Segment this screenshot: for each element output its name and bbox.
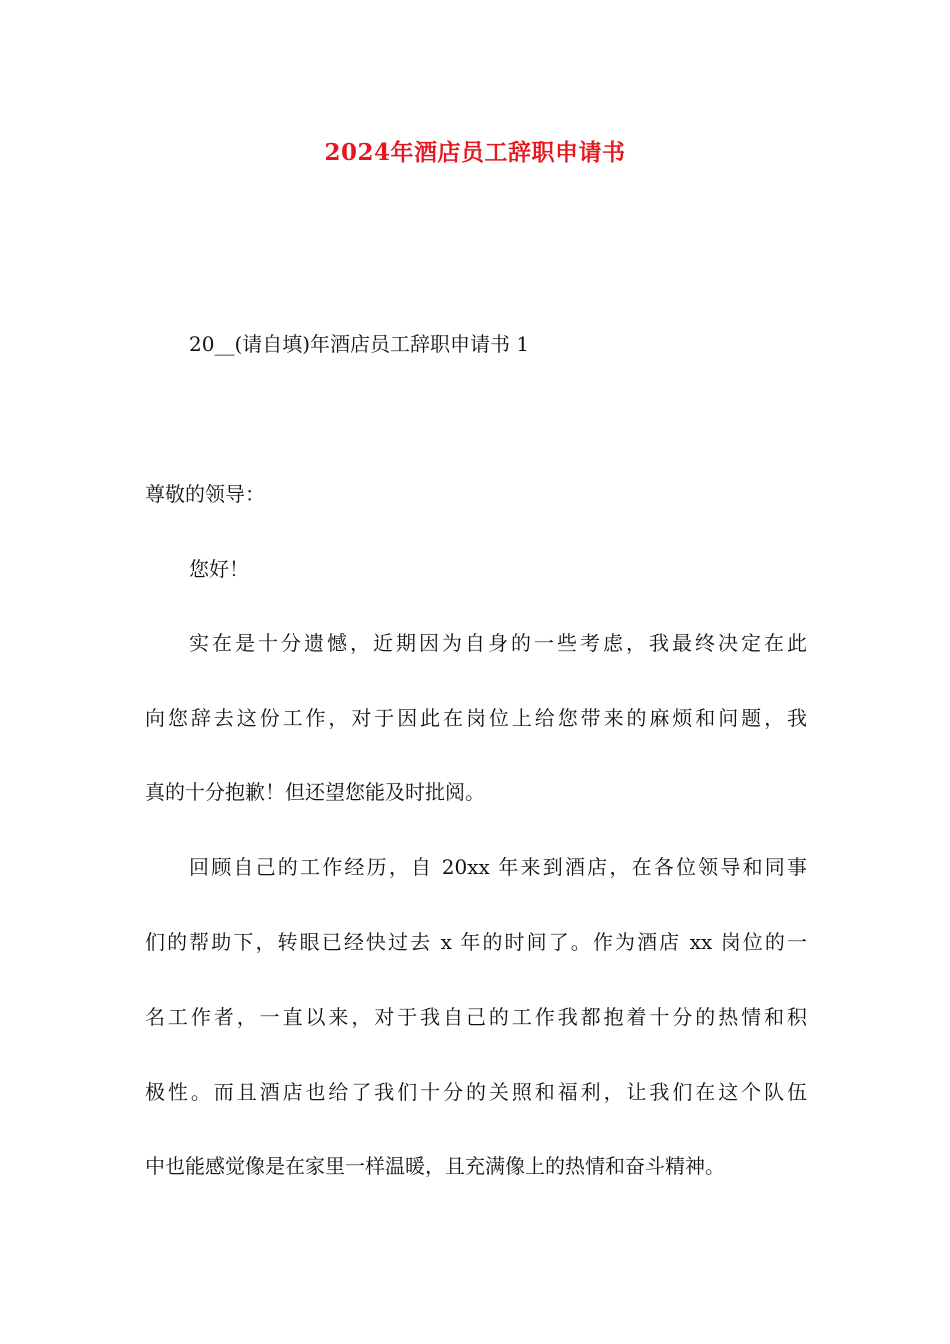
paragraph-2-line: 中也能感觉像是在家里一样温暖，且充满像上的热情和奋斗精神。 (145, 1154, 725, 1178)
paragraph-2-line: 们的帮助下，转眼已经快过去 x 年的时间了。作为酒店 xx 岗位的一 (145, 930, 807, 954)
paragraph-1-line: 真的十分抱歉！但还望您能及时批阅。 (145, 780, 485, 804)
document-title: 2024年酒店员工辞职申请书 (324, 139, 626, 166)
paragraph-2-line: 回顾自己的工作经历，自 20xx 年来到酒店，在各位领导和同事 (189, 855, 807, 879)
paragraph-1-line: 实在是十分遗憾，近期因为自身的一些考虑，我最终决定在此 (189, 631, 807, 655)
paragraph-2-line: 名工作者，一直以来，对于我自己的工作我都抱着十分的热情和积 (145, 1005, 807, 1029)
paragraph-2-line: 极性。而且酒店也给了我们十分的关照和福利，让我们在这个队伍 (145, 1080, 807, 1104)
salutation: 尊敬的领导： (145, 482, 265, 506)
paragraph-1-line: 向您辞去这份工作，对于因此在岗位上给您带来的麻烦和问题，我 (145, 706, 807, 730)
greeting: 您好！ (189, 557, 249, 581)
document-subtitle: 20__(请自填)年酒店员工辞职申请书 1 (189, 332, 530, 356)
